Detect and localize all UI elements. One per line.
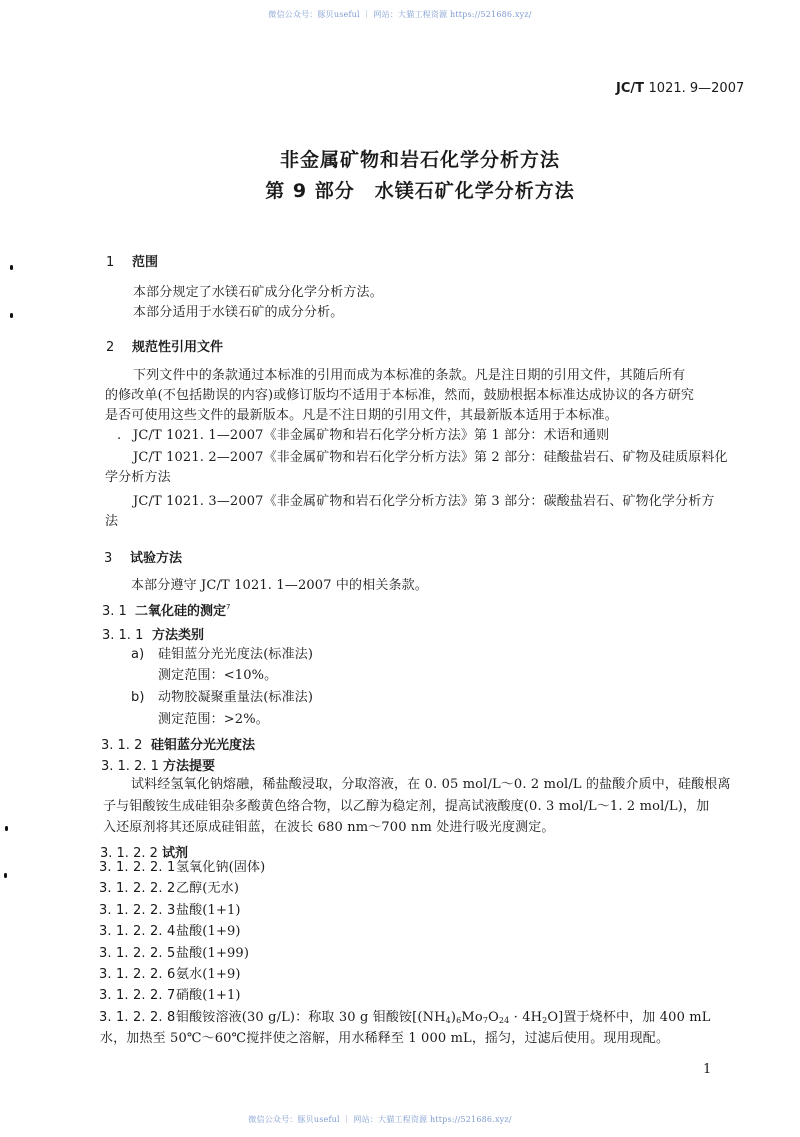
reference-3-line-1: JC/T 1021. 3—2007《非金属矿物和岩石化学分析方法》第 3 部分：碳酸盐岩石、矿物化学分析方 [133, 494, 715, 509]
binding-mark [4, 873, 7, 878]
principle-line-2: 子与钼酸铵生成硅钼杂多酸黄色络合物，以乙醇为稳定剂，提高试液酸度(0. 3 mol/L～1. 2 mol/L)，加 [103, 799, 710, 814]
section-3-heading: 3 试验方法 [104, 551, 183, 566]
binding-mark [5, 826, 8, 831]
principle-line-1: 试料经氢氧化钠熔融，稀盐酸浸取，分取溶液，在 0. 05 mol/L～0. 2 mol/L 的盐酸介质中，硅酸根离 [131, 777, 731, 792]
method-b-label: b) [131, 690, 145, 705]
page-number: 1 [703, 1062, 712, 1077]
watermark-top: 微信公众号：豚贝useful ｜ 网站：大猫工程资源 https://521686.xyz/ [268, 10, 532, 19]
section-1-heading: 1 范围 [106, 255, 159, 270]
section-3-1-heading: 3. 1 二氧化硅的测定$^7$ [102, 603, 231, 619]
binding-mark [10, 265, 13, 270]
reagent-item: 3. 1. 2. 2. 2乙醇(无水) [99, 881, 240, 896]
section-1-para-1: 本部分规定了水镁石矿成分化学分析方法。 [133, 285, 383, 300]
reference-2-line-2: 学分析方法 [105, 470, 171, 485]
section-2-heading: 2 规范性引用文件 [106, 340, 224, 355]
section-2-intro-line-1: 下列文件中的条款通过本标准的引用而成为本标准的条款。凡是注日期的引用文件，其随后所有 [133, 368, 686, 383]
reagent-item: 3. 1. 2. 2. 4盐酸(1+9) [99, 924, 241, 939]
reference-3-line-2: 法 [105, 514, 119, 529]
section-2-intro-line-2: 的修改单(不包括勘误的内容)或修订版均不适用于本标准，然而，鼓励根据本标准达成协议的各方研究 [105, 388, 695, 403]
section-2-intro-line-3: 是否可使用这些文件的最新版本。凡是不注日期的引用文件，其最新版本适用于本标准。 [105, 408, 618, 423]
reagent-item: 3. 1. 2. 2. 7硝酸(1+1) [99, 988, 241, 1003]
reagent-item: 3. 1. 2. 2. 5盐酸(1+99) [99, 946, 250, 961]
document-subtitle: 第 9 部分 水镁石矿化学分析方法 [265, 180, 575, 202]
method-b-name: 动物胶凝聚重量法(标准法) [158, 690, 314, 705]
standard-code-prefix: JC/T [616, 81, 644, 96]
method-a-range: 测定范围：<10%。 [158, 668, 278, 683]
section-3-1-1-heading: 3. 1. 1 方法类别 [102, 628, 205, 643]
section-1-para-2: 本部分适用于水镁石矿的成分分析。 [133, 305, 344, 320]
standard-code [616, 81, 744, 96]
method-a-name: 硅钼蓝分光光度法(标准法) [158, 647, 314, 662]
section-3-intro: 本部分遵守 JC/T 1021. 1—2007 中的相关条款。 [131, 578, 428, 593]
reference-1: JC/T 1021. 1—2007《非金属矿物和岩石化学分析方法》第 1 部分：术语和通则 [133, 428, 610, 443]
document-title: 非金属矿物和岩石化学分析方法 [279, 149, 560, 171]
method-b-range: 测定范围：>2%。 [158, 712, 269, 727]
section-3-1-2-1-heading: 3. 1. 2. 1 方法提要 [101, 759, 216, 774]
reagent-item: 3. 1. 2. 2. 6氨水(1+9) [99, 967, 241, 982]
reference-1-bullet: . [117, 428, 122, 443]
principle-line-3: 入还原剂将其还原成硅钼蓝，在波长 680 nm～700 nm 处进行吸光度测定。 [103, 820, 555, 835]
watermark-bottom: 微信公众号：豚贝useful ｜ 网站：大猫工程资源 https://521686.xyz/ [248, 1115, 512, 1124]
binding-mark [10, 313, 13, 318]
reagent-item: 3. 1. 2. 2. 3盐酸(1+1) [99, 903, 241, 918]
standard-code-number: 1021. 9—2007 [648, 81, 745, 96]
section-3-1-2-heading: 3. 1. 2 硅钼蓝分光光度法 [101, 738, 256, 753]
section-3-1-2-2-heading: 3. 1. 2. 2 试剂 [100, 846, 189, 861]
reference-2-line-1: JC/T 1021. 2—2007《非金属矿物和岩石化学分析方法》第 2 部分：硅酸盐岩石、矿物及硅质原料化 [133, 450, 728, 465]
reagent-8-line-2: 水，加热至 50℃～60℃搅拌使之溶解，用水稀释至 1 000 mL，摇匀，过滤后使用。现用现配。 [100, 1031, 670, 1046]
reagent-8-line-1: 3. 1. 2. 2. 8钼酸铵溶液(30 g/L)：称取 30 g 钼酸铵$[(NH_4)_6Mo_7O_{24} \cdot 4H_2O]$置于烧杯中，加 400 mL [99, 1010, 711, 1025]
method-a-label: a) [131, 647, 145, 662]
reagent-item: 3. 1. 2. 2. 1氢氧化钠(固体) [99, 860, 266, 875]
